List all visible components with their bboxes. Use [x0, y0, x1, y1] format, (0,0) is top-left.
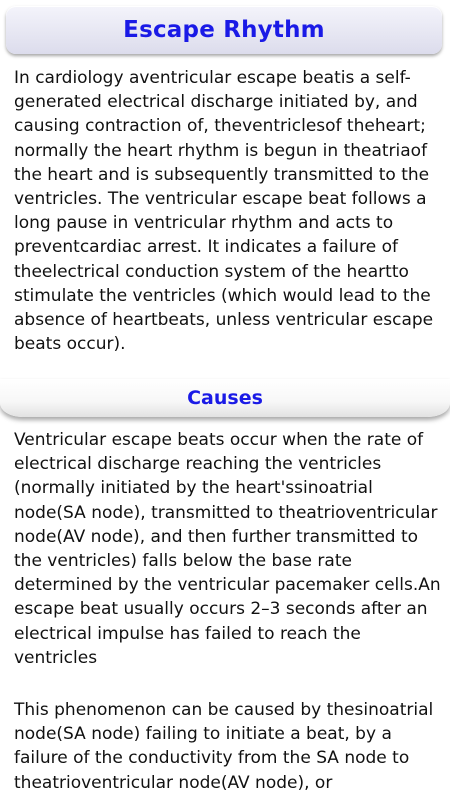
causes-heading: Causes — [187, 387, 263, 409]
page-title: Escape Rhythm — [123, 17, 325, 43]
intro-paragraph: In cardiology aventricular escape beatis a self-generated electrical discharge initiated by, and causing contraction of, theventriclesof theheart; normally the heart rhythm is begun in theatriaof the heart and is subsequently transmitted to the ventricles. The ventricular escape beat follows a long pause in ventricular rhythm and acts to preventcardiac arrest. It indicates a failure of theelectrical conduction system of the heartto stimulate the ventricles (which would lead to the absence of heartbeats, unless ventricular escape beats occur). — [14, 68, 434, 355]
causes-paragraph-2: This phenomenon can be caused by thesinoatrial node(SA node) failing to initiate a beat, by a failure of the conductivity from the SA node to theatrioventricular node(AV node), or — [14, 700, 434, 793]
causes-section-header — [0, 379, 450, 417]
causes-paragraph-1: Ventricular escape beats occur when the rate of electrical discharge reaching the ventricles (normally initiated by the heart'ssinoatrial node(SA node), transmitted to theatrioventricular node(AV node), and then further transmitted to the ventricles) falls below the base rate determined by the ventricular pacemaker cells.An escape beat usually occurs 2–3 seconds after an electrical impulse has failed to reach the ventricles — [14, 430, 441, 668]
title-bar — [6, 6, 442, 54]
